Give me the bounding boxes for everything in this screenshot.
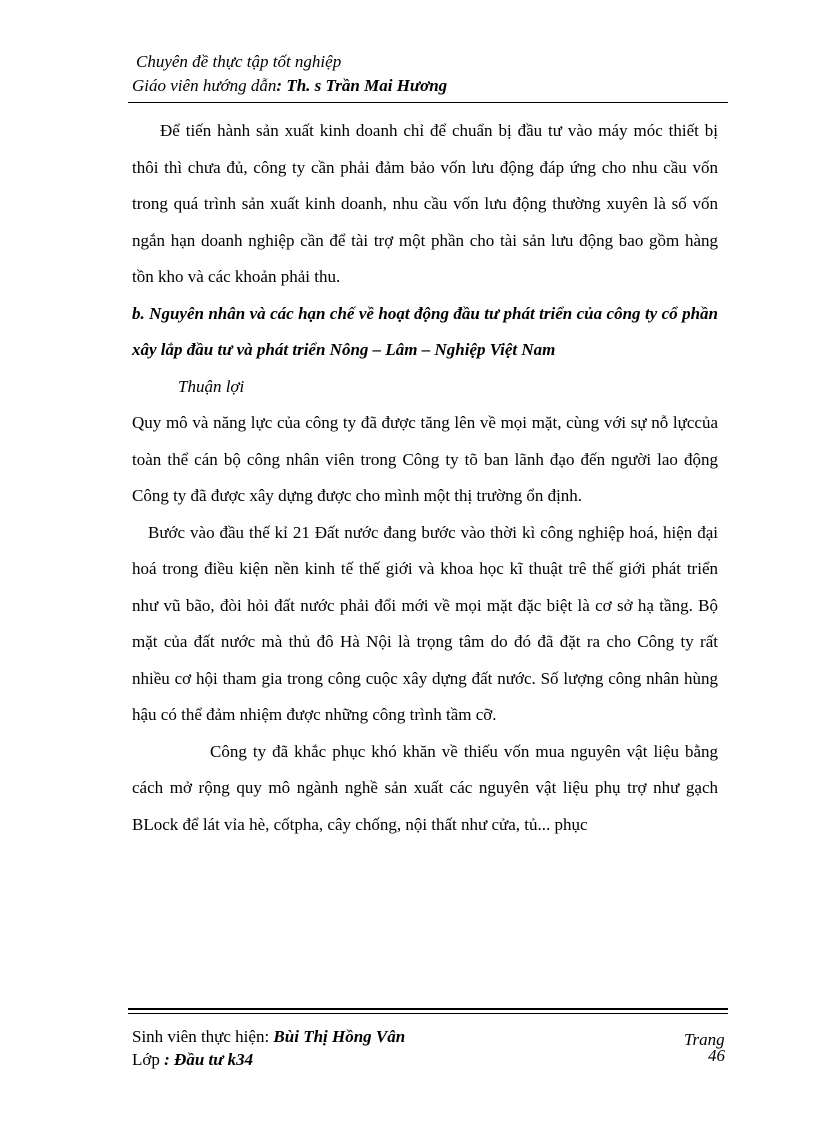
body-text	[132, 113, 718, 843]
advisor-name: : Th. s Trần Mai Hương	[276, 76, 448, 95]
class-value: : Đầu tư k34	[164, 1050, 254, 1069]
header-divider	[128, 102, 728, 103]
footer-student	[132, 1027, 405, 1047]
class-label: Lớp	[132, 1050, 160, 1069]
footer-class	[132, 1050, 253, 1070]
student-label: Sinh viên thực hiện:	[132, 1027, 270, 1046]
section-heading-b: b. Nguyên nhân và các hạn chế về hoạt động đầu tư phát triển của công ty cổ phần xây lắp đầu tư và phát triển Nông – Lâm – Nghiệp Việt Nam	[132, 303, 718, 359]
header-title: Chuyên đề thực tập tốt nghiệp	[136, 52, 342, 71]
paragraph-2: Quy mô và năng lực của công ty đã được tăng lên về mọi mặt, cùng với sự nỗ lựccủa toàn thể cán bộ công nhân viên trong Công ty tõ ban lãnh đạo đến người lao động Công ty đã được xây dựng được cho mình một thị trường ổn định.	[132, 413, 718, 505]
subheading-advantages: Thuận lợi	[178, 376, 245, 396]
page-number: 46	[708, 1046, 725, 1065]
paragraph-1: Để tiến hành sản xuất kinh doanh chỉ để chuẩn bị đầu tư vào máy móc thiết bị thôi thì chưa đủ, công ty cần phải đảm bảo vốn lưu động đáp ứng cho nhu cầu vốn trong quá trình sản xuất kinh doanh, nhu cầu vốn lưu động thường xuyên là số vốn ngắn hạn doanh nghiệp cần để tài trợ một phần cho tài sản lưu động bao gồm hàng tồn kho và các khoản phải thu.	[132, 121, 718, 286]
footer-divider-thin	[128, 1013, 728, 1014]
paragraph-3: Bước vào đầu thế kỉ 21 Đất nước đang bước vào thời kì công nghiệp hoá, hiện đại hoá trong điều kiện nền kinh tế thế giới và khoa học kĩ thuật trê thế giới phát triển như vũ bão, đòi hỏi đất nước phải đổi mới về mọi mặt đặc biệt là cơ sở hạ tầng. Bộ mặt của đất nước mà thủ đô Hà Nội là trọng tâm do đó đã đặt ra cho Công ty rất nhiều cơ hội tham gia trong công cuộc xây dựng đất nước. Số lượng công nhân hùng hậu có thể đảm nhiệm được những công trình tầm cỡ.	[132, 522, 718, 724]
student-name: Bùi Thị Hồng Vân	[273, 1027, 406, 1046]
paragraph-4: Công ty đã khắc phục khó khăn về thiếu vốn mua nguyên vật liệu bằng cách mở rộng quy mô ngành nghề sản xuất các nguyên vật liệu phụ trợ như gạch BLock để lát vỉa hè, cốtpha, cây chống, nội thất như cửa, tủ... phục	[132, 741, 718, 834]
page-label: Trang	[684, 1030, 725, 1049]
footer-divider-thick	[128, 1008, 728, 1010]
advisor-label: Giáo viên hướng dẫn	[132, 76, 277, 95]
header-advisor	[132, 76, 447, 96]
